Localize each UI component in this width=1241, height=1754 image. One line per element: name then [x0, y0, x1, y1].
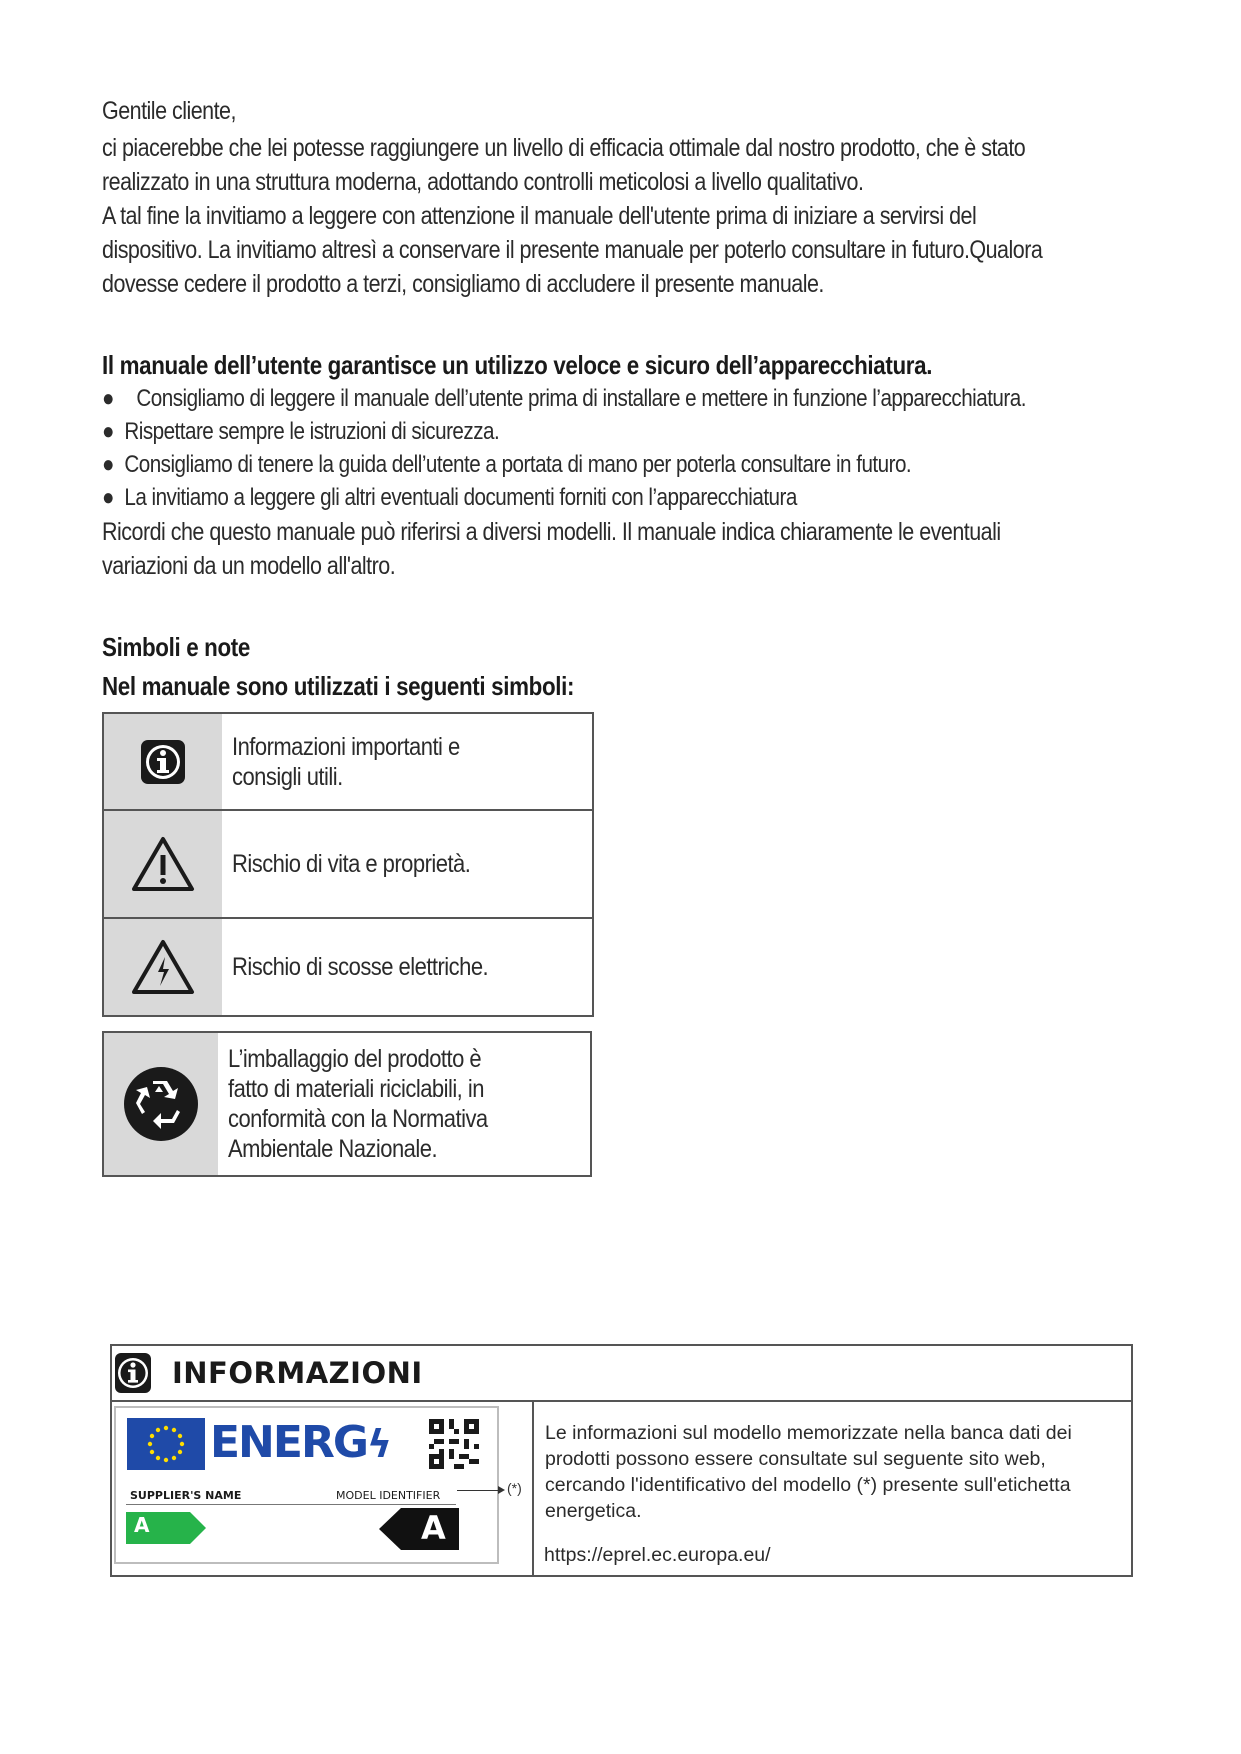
eprel-description: Le informazioni sul modello memorizzate nella banca dati dei prodotti possono essere consultate sul seguente sito web, cercando l'identificativo del modello (*) presente sull'etichetta energetica.: [545, 1422, 1072, 1522]
bullet-icon: ●: [102, 385, 114, 412]
symbol-row: [104, 1033, 590, 1175]
symbols-heading: Simboli e note: [102, 632, 251, 662]
recycle-icon: [104, 1033, 218, 1175]
supplier-name: SUPPLIER'S NAME: [130, 1489, 242, 1502]
symbol-description: Informazioni importanti e consigli utili.: [232, 732, 460, 791]
manual-heading-block: [102, 350, 1067, 381]
info-icon: [104, 714, 222, 809]
info-box-title: INFORMAZIONI: [172, 1356, 423, 1390]
bullet-list: [102, 382, 1176, 514]
symbols-heading-block: [102, 632, 274, 663]
recycle-table: [102, 1031, 592, 1177]
info-icon: [114, 1352, 152, 1394]
symbol-description: L’imballaggio del prodotto è fatto di materiali riciclabili, in conformità con la Normativa Ambientale Nazionale.: [228, 1045, 488, 1163]
symbol-description: Rischio di scosse elettriche.: [232, 953, 489, 981]
intro-line: A tal fine la invitiamo a leggere con attenzione il manuale dell'utente prima di iniziare a servirsi del: [102, 202, 977, 230]
symbols-table: [102, 712, 594, 1017]
efficiency-class-small: A: [134, 1513, 150, 1537]
intro-line: dovesse cedere il prodotto a terzi, consigliamo di accludere il presente manuale.: [102, 270, 824, 298]
symbol-description: Rischio di vita e proprietà.: [232, 850, 471, 878]
greeting: Gentile cliente,: [102, 97, 236, 125]
qr-code-icon: [429, 1419, 479, 1469]
efficiency-class-indicator: [379, 1508, 459, 1550]
model-identifier: MODEL IDENTIFIER: [336, 1489, 441, 1502]
intro-line: dispositivo. La invitiamo altresì a conservare il presente manuale per poterlo consultare in futuro.Qualora: [102, 236, 1043, 264]
model-asterisk: (*): [507, 1480, 522, 1496]
symbols-subheading: Nel manuale sono utilizzati i seguenti simboli:: [102, 671, 575, 701]
model-arrow: [457, 1490, 503, 1491]
warning-icon: [104, 811, 222, 917]
energy-label-cell: [112, 1402, 534, 1577]
manual-heading: Il manuale dell’utente garantisce un utilizzo veloce e sicuro dell’apparecchiatura.: [102, 350, 933, 380]
symbols-subheading-block: [102, 671, 651, 702]
list-item: ● Rispettare sempre le istruzioni di sicurezza.: [102, 415, 1026, 448]
bullet-icon: ●: [102, 484, 114, 511]
eprel-info-box: [110, 1344, 1133, 1577]
efficiency-class-big: A: [421, 1509, 446, 1547]
energy-brand: ENERGϟ: [210, 1417, 391, 1468]
symbol-row: [104, 811, 592, 919]
electric-shock-icon: [104, 919, 222, 1015]
intro-line: ci piacerebbe che lei potesse raggiungere un livello di efficacia ottimale dal nostro prodotto, che è stato: [102, 134, 1026, 162]
intro-paragraph: [102, 131, 1241, 301]
bullet-icon: ●: [102, 418, 114, 445]
models-note: [102, 515, 1241, 583]
arrow-head-icon: [498, 1486, 505, 1494]
intro-line: realizzato in una struttura moderna, adottando controlli meticolosi a livello qualitativo.: [102, 168, 864, 196]
info-box-header: [112, 1346, 1131, 1402]
eu-flag-icon: [127, 1418, 205, 1470]
models-note-line: Ricordi che questo manuale può riferirsi a diversi modelli. Il manuale indica chiaramente le eventuali: [102, 518, 1001, 546]
eprel-url[interactable]: https://eprel.ec.europa.eu/: [544, 1544, 771, 1566]
bullet-icon: ●: [102, 451, 114, 478]
symbol-row: [104, 714, 592, 811]
label-divider: [126, 1504, 456, 1505]
list-item: ● La invitiamo a leggere gli altri eventuali documenti forniti con l’apparecchiatura: [102, 481, 1026, 514]
models-note-line: variazioni da un modello all'altro.: [102, 552, 396, 580]
symbol-row: [104, 919, 592, 1015]
energy-label: [114, 1406, 499, 1564]
greeting-block: [102, 94, 1241, 128]
list-item: ● Consigliamo di leggere il manuale dell’utente prima di installare e mettere in funzione l’apparecchiatura.: [102, 382, 1026, 415]
list-item: ● Consigliamo di tenere la guida dell’utente a portata di mano per poterla consultare in futuro.: [102, 448, 1026, 481]
